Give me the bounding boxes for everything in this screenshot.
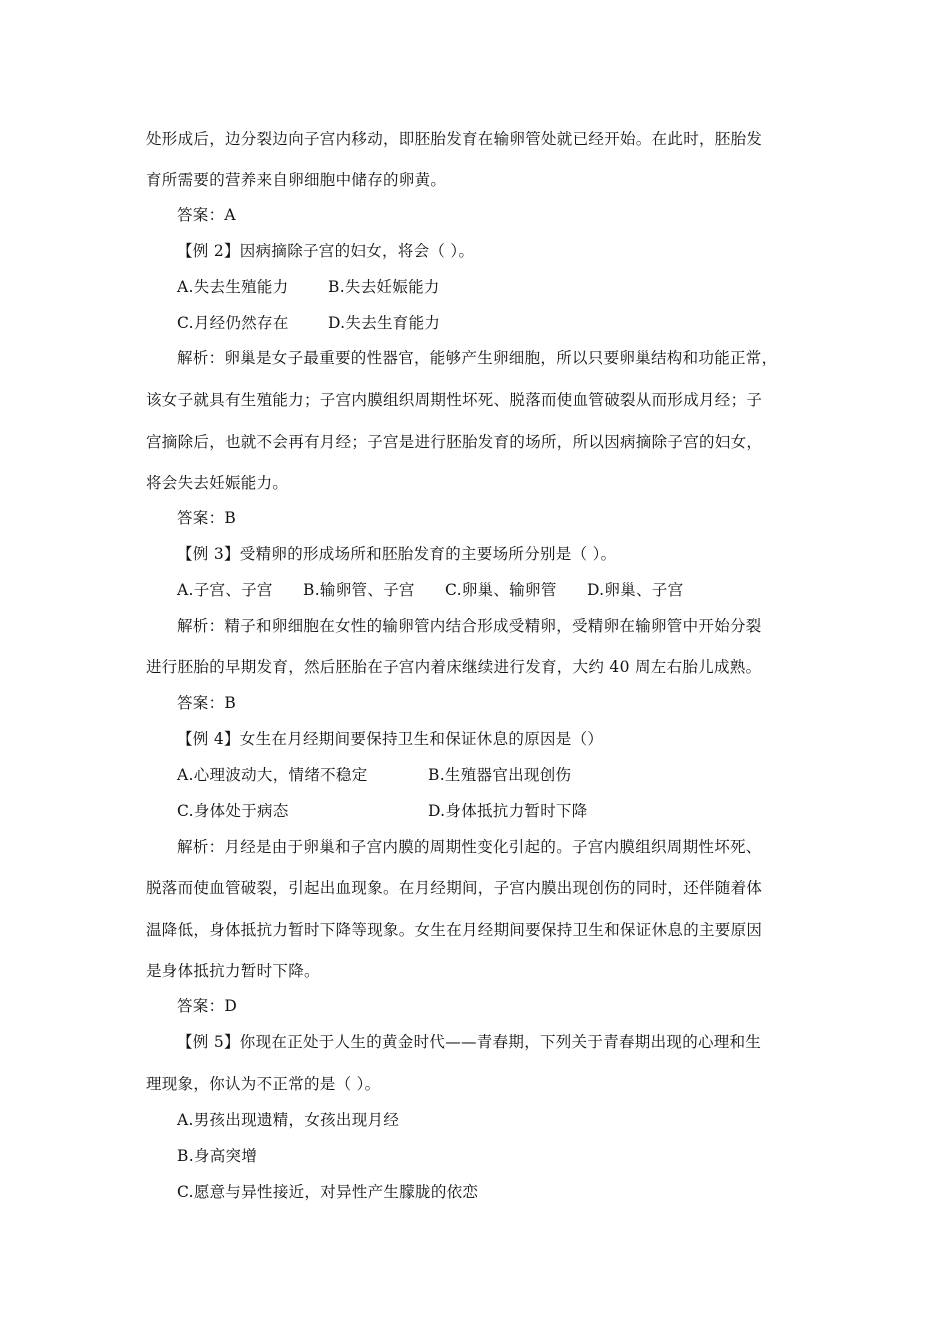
example-2-option-d: D.失去生育能力 <box>328 314 441 332</box>
example-3-analysis-line: 进行胚胎的早期发育，然后胚胎在子宫内着床继续进行发育，大约 40 周左右胎儿成熟。 <box>146 658 762 676</box>
example-5-option-a: A.男孩出现遗精，女孩出现月经 <box>177 1111 400 1129</box>
example-3-option-d: D.卵巢、子宫 <box>587 581 684 599</box>
example-5-question-line-2: 理现象，你认为不正常的是（ ）。 <box>146 1075 381 1093</box>
example-4-analysis-line: 温降低，身体抵抗力暂时下降等现象。女生在月经期间要保持卫生和保证休息的主要原因 <box>146 921 763 939</box>
example-4-analysis-line: 解析：月经是由于卵巢和子宫内膜的周期性变化引起的。子宫内膜组织周期性坏死、 <box>177 838 762 856</box>
example-3-answer: 答案：B <box>177 694 237 712</box>
example-4-option-c: C.身体处于病态 <box>177 802 289 820</box>
example-2-analysis-line: 将会失去妊娠能力。 <box>146 474 289 492</box>
intro-line-2: 育所需要的营养来自卵细胞中储存的卵黄。 <box>146 171 447 189</box>
example-4-option-b: B.生殖器官出现创伤 <box>428 766 572 784</box>
example-5-option-c: C.愿意与异性接近，对异性产生朦胧的依恋 <box>177 1183 479 1201</box>
example-2-answer: 答案：B <box>177 509 237 527</box>
intro-line-1: 处形成后，边分裂边向子宫内移动，即胚胎发育在输卵管处就已经开始。在此时，胚胎发 <box>146 130 763 148</box>
intro-answer: 答案：A <box>177 206 236 224</box>
example-3-option-c: C.卵巢、输卵管 <box>445 581 557 599</box>
example-4-answer: 答案：D <box>177 997 238 1015</box>
example-5-question-line-1: 【例 5】你现在正处于人生的黄金时代——青春期，下列关于青春期出现的心理和生 <box>177 1033 762 1051</box>
example-2-option-c: C.月经仍然存在 <box>177 314 289 332</box>
example-2-option-b: B.失去妊娠能力 <box>328 278 440 296</box>
example-4-option-a: A.心理波动大，情绪不稳定 <box>177 766 368 784</box>
example-2-analysis-line: 宫摘除后，也就不会再有月经；子宫是进行胚胎发育的场所，所以因病摘除子宫的妇女， <box>146 433 763 451</box>
example-2-question: 【例 2】因病摘除子宫的妇女，将会（ ）。 <box>177 242 475 260</box>
example-3-question: 【例 3】受精卵的形成场所和胚胎发育的主要场所分别是（ ）。 <box>177 545 617 563</box>
example-5-option-b: B.身高突增 <box>177 1147 258 1165</box>
example-3-analysis-line: 解析：精子和卵细胞在女性的输卵管内结合形成受精卵，受精卵在输卵管中开始分裂 <box>177 617 762 635</box>
example-3-option-a: A.子宫、子宫 <box>177 581 273 599</box>
example-4-question: 【例 4】女生在月经期间要保持卫生和保证休息的原因是（） <box>177 730 604 748</box>
example-2-option-a: A.失去生殖能力 <box>177 278 289 296</box>
example-4-analysis-line: 是身体抵抗力暂时下降。 <box>146 962 320 980</box>
example-2-analysis-line: 解析：卵巢是女子最重要的性器官，能够产生卵细胞，所以只要卵巢结构和功能正常， <box>177 349 778 367</box>
example-2-analysis-line: 该女子就具有生殖能力；子宫内膜组织周期性坏死、脱落而使血管破裂从而形成月经；子 <box>146 391 763 409</box>
example-3-option-b: B.输卵管、子宫 <box>303 581 415 599</box>
example-4-option-d: D.身体抵抗力暂时下降 <box>428 802 588 820</box>
example-4-analysis-line: 脱落而使血管破裂，引起出血现象。在月经期间，子宫内膜出现创伤的同时，还伴随着体 <box>146 879 763 897</box>
